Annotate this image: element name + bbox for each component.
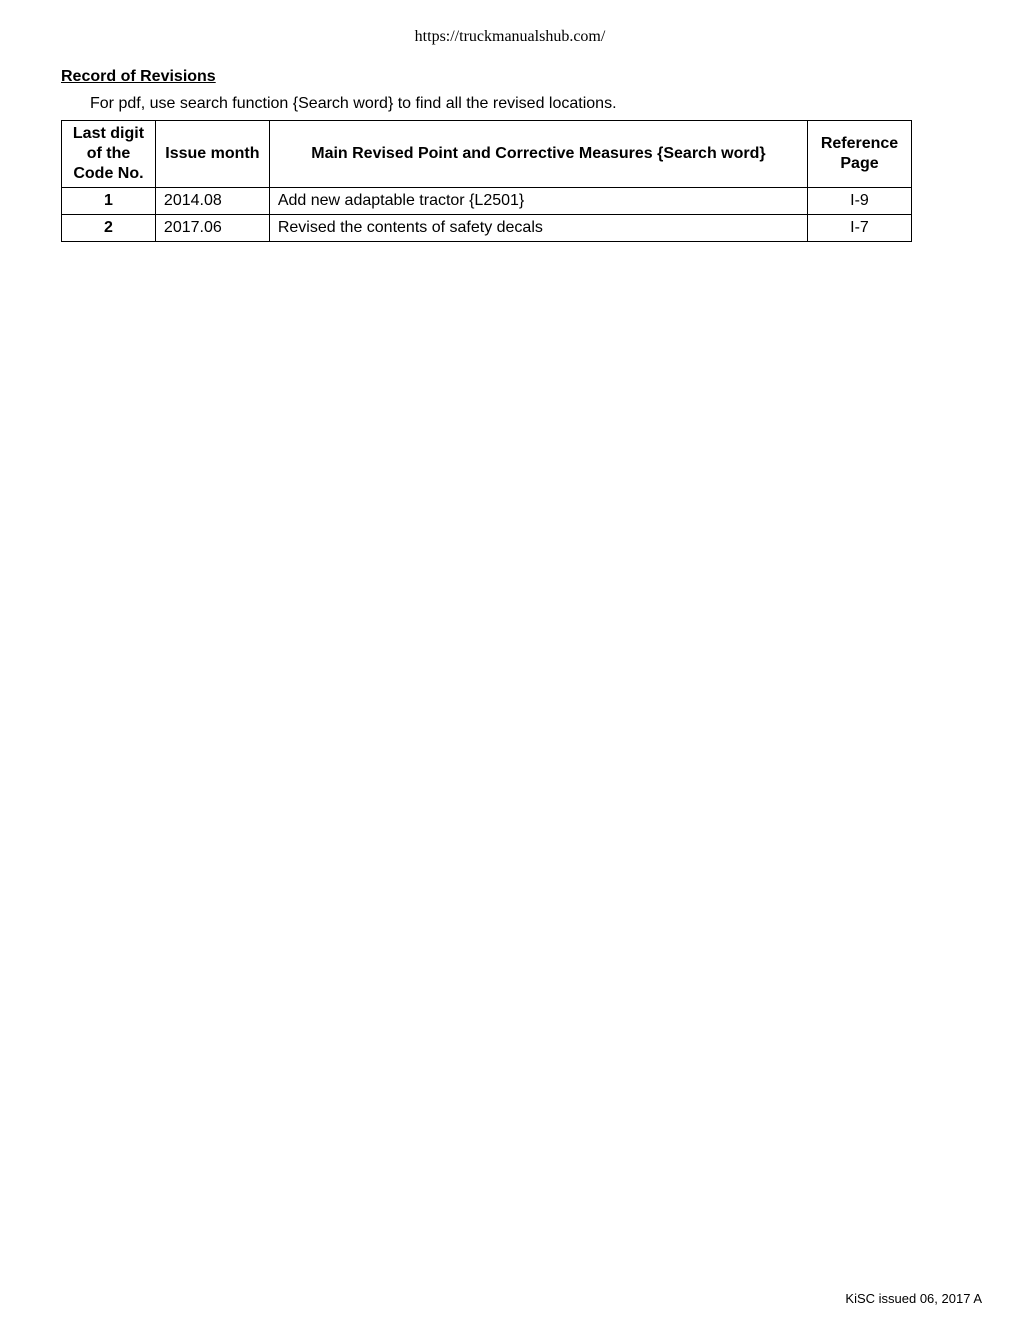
cell-reference-page: I-9 (808, 188, 912, 215)
header-reference-page: Reference Page (808, 121, 912, 188)
header-issue-month: Issue month (155, 121, 269, 188)
cell-revised-point: Revised the contents of safety decals (269, 215, 807, 242)
table-row (62, 188, 912, 215)
table-row (62, 215, 912, 242)
search-instructions: For pdf, use search function {Search word} to find all the revised locations. (90, 95, 617, 112)
cell-revised-point: Add new adaptable tractor {L2501} (269, 188, 807, 215)
header-last-digit: Last digit of the Code No. (62, 121, 156, 188)
header-main-revised-point: Main Revised Point and Corrective Measures {Search word} (269, 121, 807, 188)
cell-reference-page: I-7 (808, 215, 912, 242)
cell-last-digit: 1 (62, 188, 156, 215)
section-title: Record of Revisions (61, 68, 216, 85)
source-url: https://truckmanualshub.com/ (414, 28, 606, 45)
cell-issue-month: 2014.08 (155, 188, 269, 215)
table-header-row (62, 121, 912, 188)
issue-footer: KiSC issued 06, 2017 A (845, 1291, 982, 1306)
cell-last-digit: 2 (62, 215, 156, 242)
cell-issue-month: 2017.06 (155, 215, 269, 242)
revisions-table (61, 120, 912, 242)
